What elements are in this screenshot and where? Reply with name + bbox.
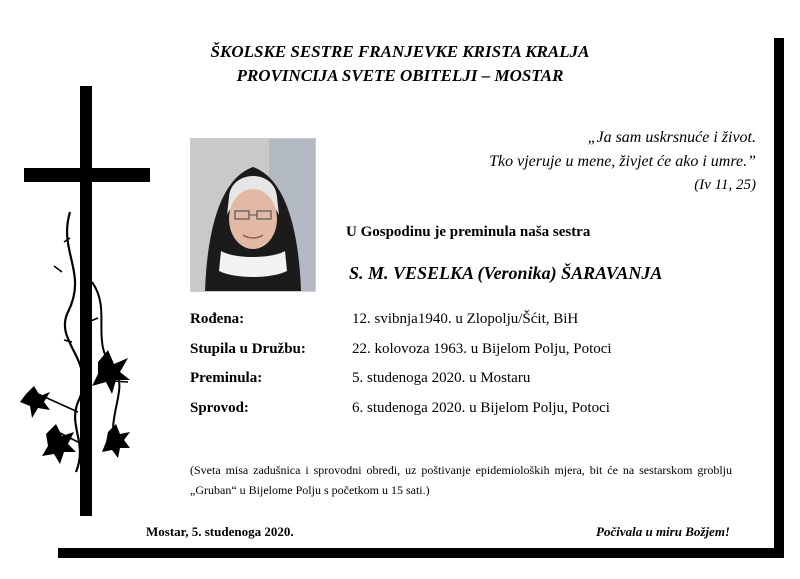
value-born: 12. svibnja1940. u Zlopolju/Šćit, BiH bbox=[352, 311, 579, 327]
deceased-name: S. M. VESELKA (Veronika) ŠARAVANJA bbox=[349, 263, 663, 283]
place-date: Mostar, 5. studenoga 2020. bbox=[146, 524, 294, 539]
closing-blessing: Počivala u miru Božjem! bbox=[596, 524, 730, 539]
value-died: 5. studenoga 2020. u Mostaru bbox=[352, 370, 531, 386]
quote-line-2: Tko vjeruje u mene, živjet će ako i umre.” bbox=[489, 153, 756, 170]
label-funeral: Sprovod: bbox=[190, 400, 249, 416]
funeral-note: (Sveta misa zadušnica i sprovodni obredi, uz poštivanje epidemioloških mjera, bit će na sestarskom groblju „Gruban“ u Bijelome Polju s početkom u 15 sati.) bbox=[190, 463, 732, 497]
intro-text: U Gospodinu je preminula naša sestra bbox=[346, 224, 591, 240]
cross-with-vine-icon bbox=[18, 82, 158, 522]
label-born: Rođena: bbox=[190, 311, 245, 327]
quote-reference: (Iv 11, 25) bbox=[694, 177, 756, 193]
header-line-1: ŠKOLSKE SESTRE FRANJEVKE KRISTA KRALJA bbox=[210, 42, 590, 61]
header-line-2: PROVINCIJA SVETE OBITELJI – MOSTAR bbox=[236, 66, 564, 85]
frame-border-bottom bbox=[58, 548, 784, 558]
label-died: Preminula: bbox=[190, 370, 263, 386]
label-joined: Stupila u Družbu: bbox=[190, 341, 306, 357]
value-funeral: 6. studenoga 2020. u Bijelom Polju, Potoci bbox=[352, 400, 610, 416]
frame-border-right bbox=[774, 38, 784, 558]
portrait-photo bbox=[190, 138, 316, 292]
quote-line-1: „Ja sam uskrsnuće i život. bbox=[587, 129, 756, 146]
value-joined: 22. kolovoza 1963. u Bijelom Polju, Potoci bbox=[352, 341, 612, 357]
